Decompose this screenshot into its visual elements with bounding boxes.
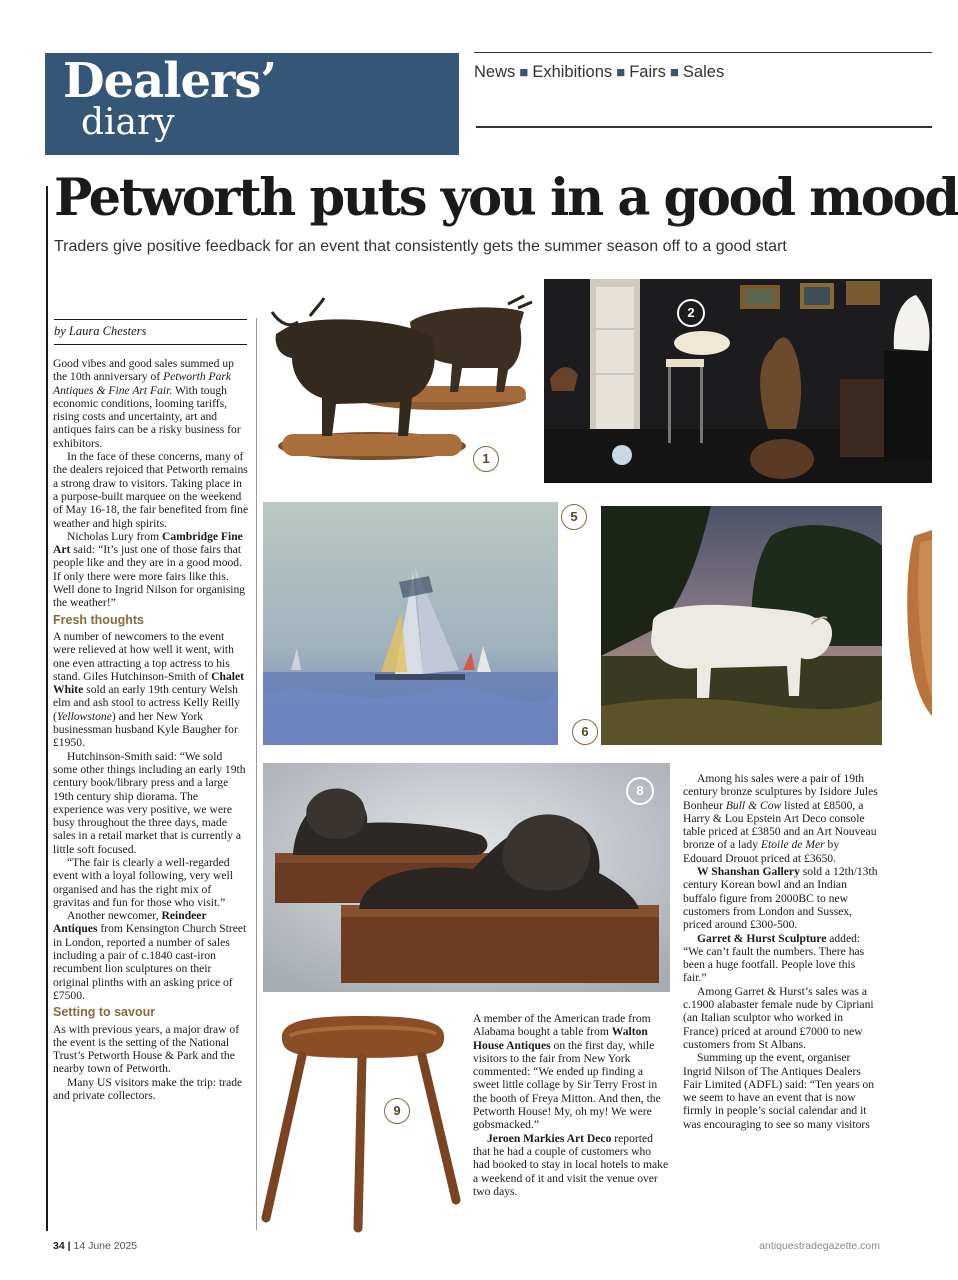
nav-item-exhibitions[interactable]: Exhibitions bbox=[532, 63, 613, 81]
article-column-3 bbox=[683, 772, 880, 1131]
footer-separator: | bbox=[67, 1240, 71, 1252]
paragraph: Another newcomer, Reindeer Antiques from Kensington Church Street in London, reported a number of sales including a pair of c.1840 cast-iron recumbent lion sculptures on their original plinths with an asking price of £7500. bbox=[53, 909, 247, 1002]
sailing-painting-illustration bbox=[263, 502, 558, 745]
paragraph: In the face of these concerns, many of the dealers rejoiced that Petworth remains a strong draw to visitors. Taking place in a purpose-built marquee on the weekend of May 16-18, the fair benefited from fine weather and high spirits. bbox=[53, 450, 249, 530]
footer-website[interactable]: antiquestradegazette.com bbox=[759, 1240, 880, 1252]
paragraph: Among his sales were a pair of 19th century bronze sculptures by Isidore Jules Bonheur Bull & Cow listed at £8500, a Harry & Lou Epstein Art Deco console table priced at £3850 and an Art Nouveau bronze of a lady Etoile de Mer by Edouard Drouot priced at £3650. bbox=[683, 772, 878, 865]
byline: by Laura Chesters bbox=[54, 319, 247, 345]
photo-korean-bowl-edge bbox=[906, 530, 932, 716]
fair-stand-illustration bbox=[544, 279, 932, 483]
photo-cast-iron-lions bbox=[263, 763, 670, 992]
photo-cow-painting bbox=[581, 506, 882, 745]
paragraph: As with previous years, a major draw of the event is the setting of the National Trust’s Petworth House & Park and the nearby town of Petworth. bbox=[53, 1022, 240, 1076]
column-rule bbox=[256, 318, 257, 1230]
masthead bbox=[45, 53, 459, 155]
stool-illustration bbox=[262, 1012, 464, 1232]
left-margin-bar bbox=[46, 186, 48, 1231]
square-bullet-icon: ■ bbox=[669, 64, 679, 81]
section-nav bbox=[474, 63, 724, 82]
photo-fair-stand bbox=[544, 279, 932, 483]
article-column-2 bbox=[473, 1012, 670, 1198]
photo-welsh-stool bbox=[262, 1012, 464, 1232]
standfirst: Traders give positive feedback for an event that consistently gets the summer season off to a good start bbox=[54, 238, 787, 255]
bowl-edge-illustration bbox=[906, 530, 932, 716]
cow-painting-illustration bbox=[601, 506, 882, 745]
paragraph: A member of the American trade from Alabama bought a table from Walton House Antiques on the first day, while visitors to the fair from New York commented: “We ended up finding a sweet little collage by Sir Terry Frost in the booth of Freya Mitton. And then, the Petworth House! My, oh my! We were gobsmacked.” bbox=[473, 1012, 661, 1132]
nav-top-rule bbox=[474, 52, 932, 53]
issue-date: 14 June 2025 bbox=[73, 1240, 138, 1252]
page-footer bbox=[53, 1240, 137, 1252]
paragraph: Hutchinson-Smith said: “We sold some other things including an early 19th century book/library press and a large 19th century ship diorama. The experience was very positive, we were busy throughout the three days, made sales in a retail market that is currently a little soft focused. bbox=[53, 749, 246, 856]
paragraph: “The fair is clearly a well-regarded event with a loyal following, very well organised and has the right mix of gravitas and fun for those who visit.” bbox=[53, 855, 233, 909]
photo-number-badge: 8 bbox=[626, 777, 654, 805]
paragraph: W Shanshan Gallery sold a 12th/13th century Korean bowl and an Indian buffalo figure from 2000BC to new customers from London and Sussex, priced around £300-500. bbox=[683, 865, 878, 932]
nav-bottom-rule bbox=[476, 126, 932, 128]
headline: Petworth puts you in a good mood bbox=[54, 168, 958, 228]
photo-number-badge: 6 bbox=[572, 719, 598, 745]
masthead-subtitle: diary bbox=[81, 102, 175, 143]
subheading: Setting to savour bbox=[53, 1005, 156, 1020]
subheading: Fresh thoughts bbox=[53, 612, 144, 627]
paragraph: Jeroen Markies Art Deco reported that he had a couple of customers who had booked to stay in local hotels to make a weekend of it and visit the venue over two days. bbox=[473, 1131, 669, 1198]
photo-bull-and-cow bbox=[262, 286, 534, 486]
nav-item-fairs[interactable]: Fairs bbox=[629, 63, 666, 81]
photo-number-badge: 2 bbox=[677, 299, 705, 327]
paragraph: Many US visitors make the trip: trade and private collectors. bbox=[53, 1075, 243, 1103]
nav-item-news[interactable]: News bbox=[474, 63, 516, 81]
article-column-1 bbox=[53, 357, 249, 1102]
square-bullet-icon: ■ bbox=[616, 64, 626, 81]
paragraph: Garret & Hurst Sculpture added: “We can’t fault the numbers. There has been a huge footfall. People love this fair.” bbox=[683, 931, 865, 985]
paragraph: A number of newcomers to the event were relieved at how well it went, with one even attracting a top actress to his stand. Giles Hutchinson-Smith of Chalet White sold an early 19th century Welsh elm and ash stool to actress Kelly Reilly (Yellowstone) and her New York businessman husband Kyle Baugher for £1950. bbox=[53, 629, 244, 750]
nav-item-sales[interactable]: Sales bbox=[682, 63, 725, 81]
lions-illustration bbox=[263, 763, 670, 992]
masthead-title: Dealers’ bbox=[63, 53, 277, 109]
page-number: 34 bbox=[53, 1240, 65, 1252]
square-bullet-icon: ■ bbox=[519, 64, 529, 81]
photo-number-badge: 9 bbox=[384, 1098, 410, 1124]
photo-sailing-painting bbox=[263, 502, 578, 745]
paragraph: Good vibes and good sales summed up the 10th anniversary of Petworth Park Antiques & Fine Art Fair. With tough economic conditions, looming tariffs, rising costs and uncertainty, art and antiques fairs can be a risky business for exhibitors. bbox=[53, 357, 241, 450]
photo-number-badge: 5 bbox=[561, 504, 587, 530]
paragraph: Among Garret & Hurst’s sales was a c.1900 alabaster female nude by Cipriani (an Italian sculptor who worked in France) priced at around £7000 to new customers from St Albans. bbox=[683, 984, 874, 1051]
paragraph: Nicholas Lury from Cambridge Fine Art said: “It’s just one of those fairs that people like and they are in a good mood. If only there were more fairs like this. Well done to Ingrid Nilson for organising the weather!” bbox=[53, 529, 246, 610]
paragraph: Summing up the event, organiser Ingrid Nilson of The Antiques Dealers Fair Limited (ADFL) said: “Ten years on we seem to have an event that is now firmly in people’s social calendar and it was encouraging to see so many visitors bbox=[683, 1051, 875, 1131]
photo-number-badge: 1 bbox=[473, 446, 499, 472]
